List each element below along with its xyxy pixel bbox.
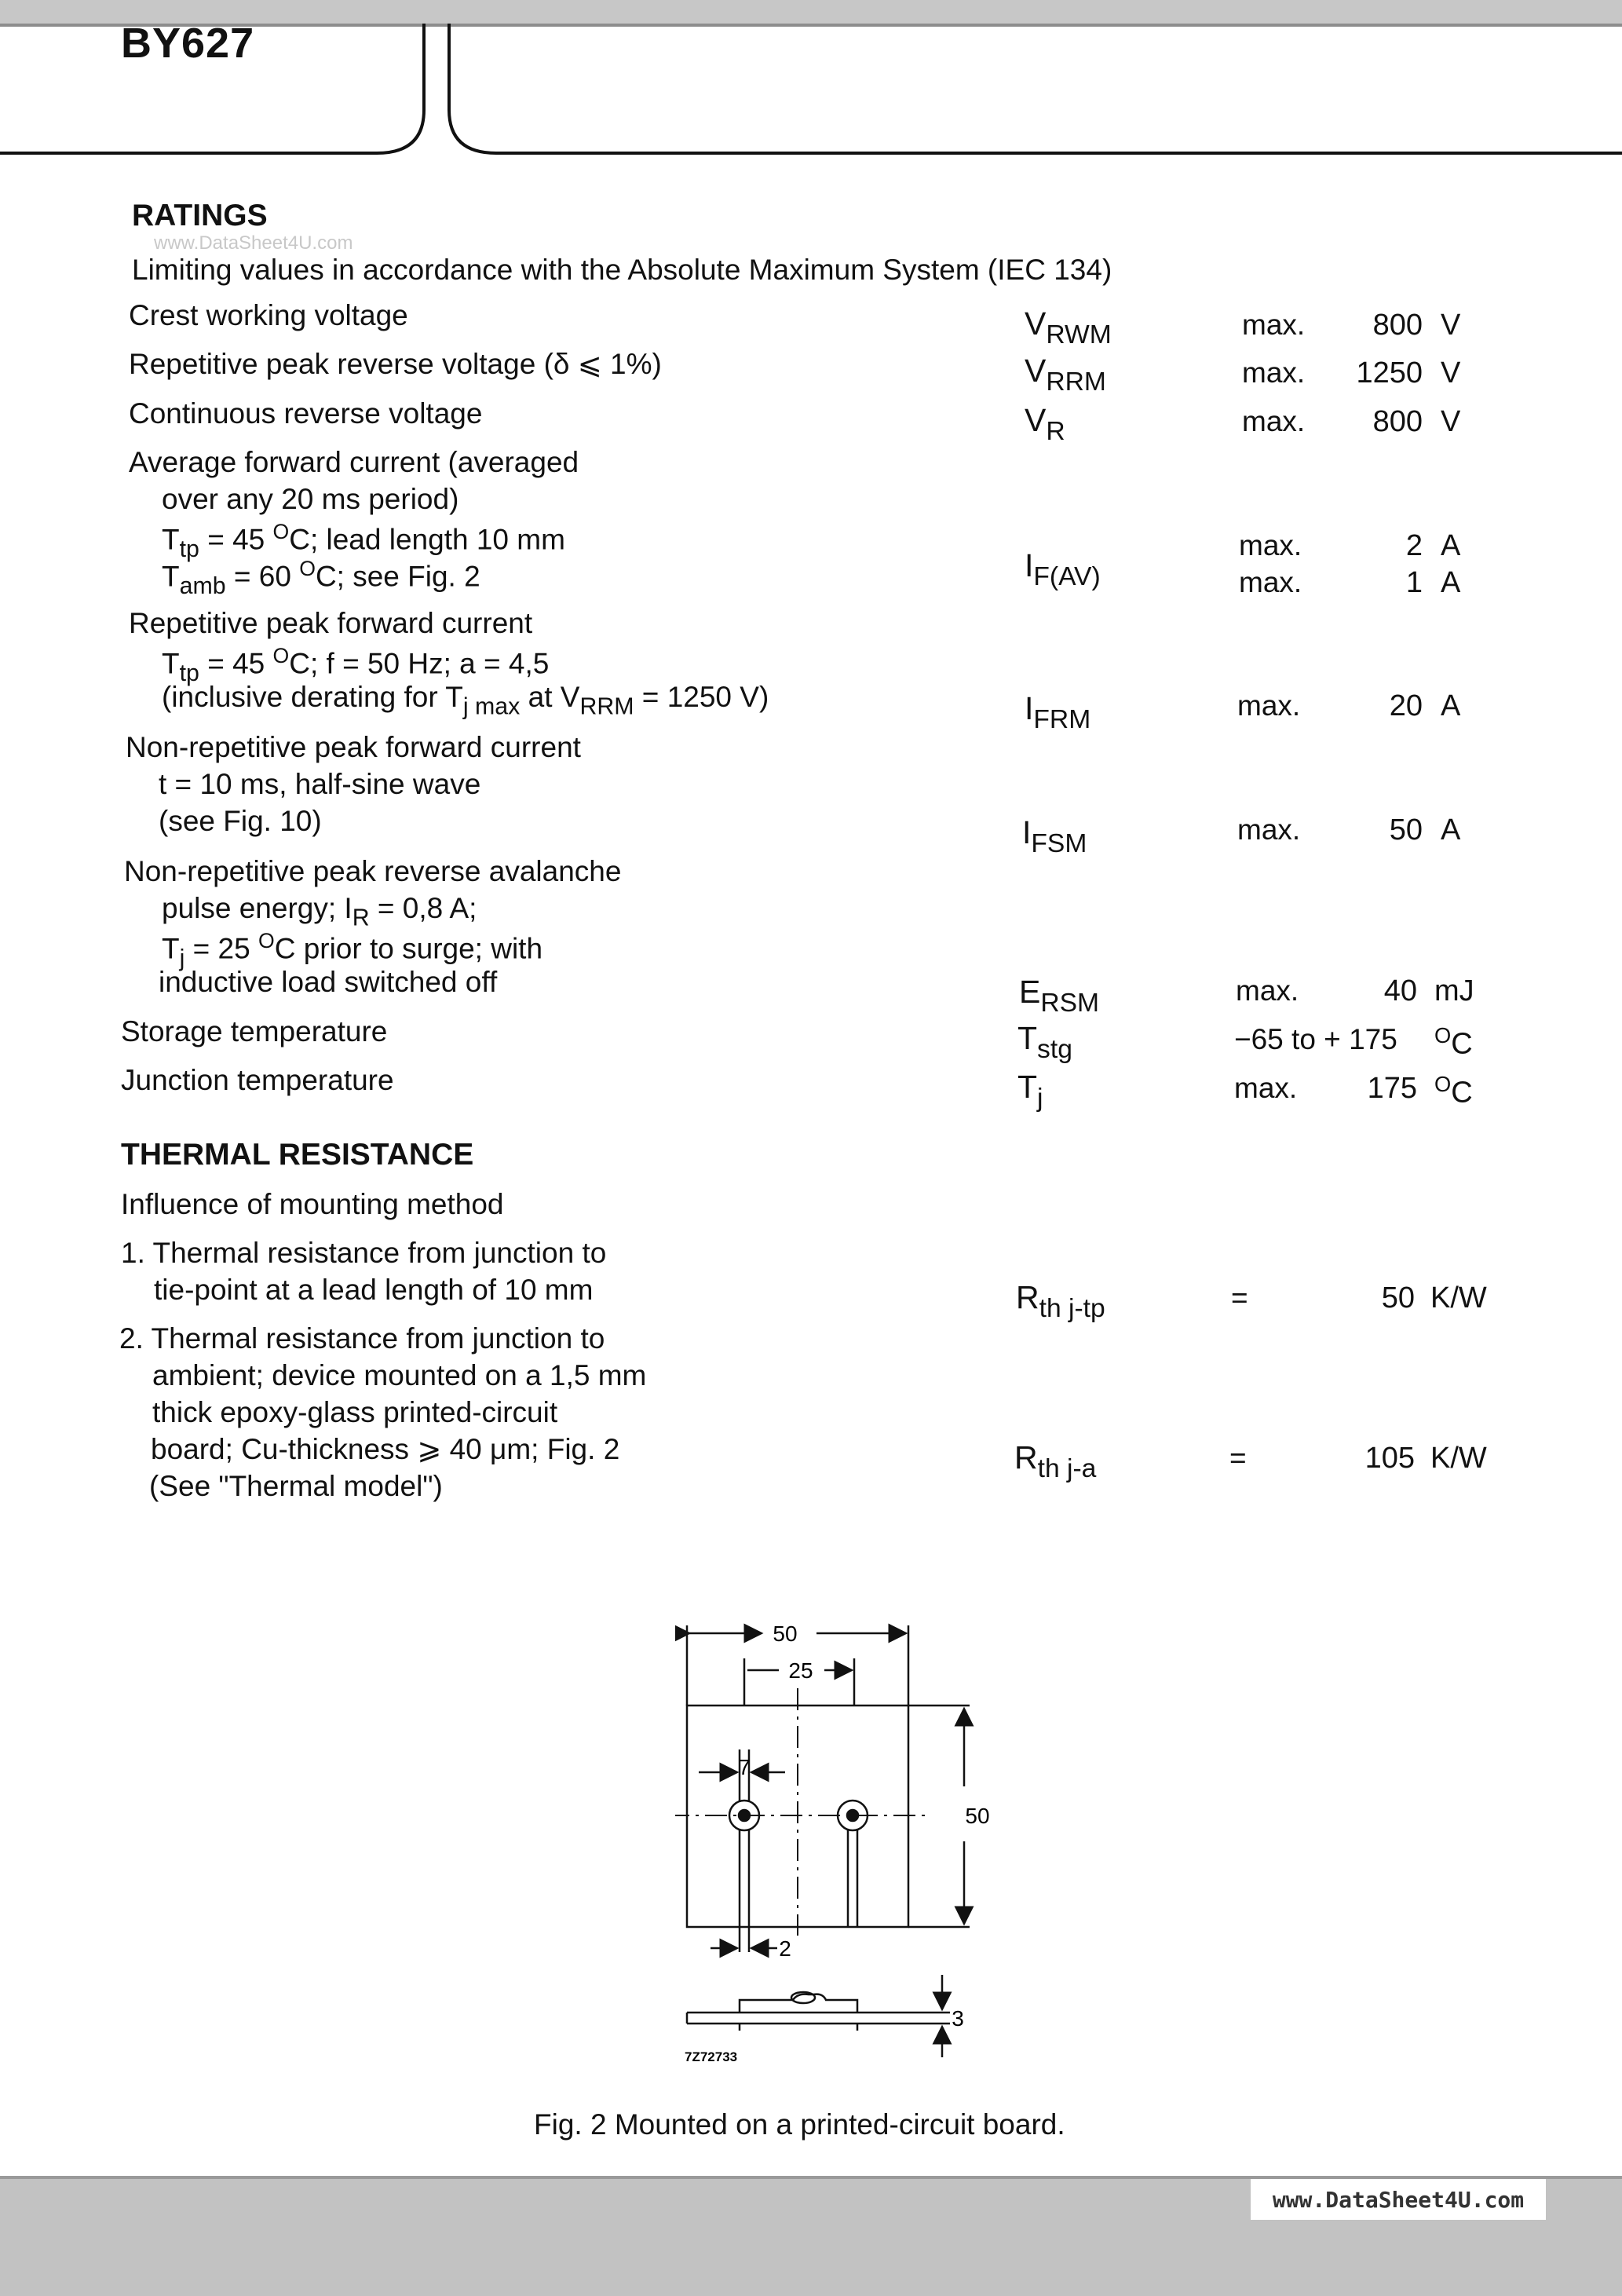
dim-height-label: 50 [965,1804,990,1828]
rating-condition: pulse energy; $I_R = 0,8$ A; [162,892,477,931]
thermal-heading: THERMAL RESISTANCE [121,1138,474,1172]
rating-value: 175 [1367,1072,1417,1105]
rating-symbol: $T_{stg}$ [1017,1020,1072,1064]
rating-value: 800 [1372,309,1423,342]
dim-thickness-label: 3 [952,2006,964,2031]
rating-condition: $T_j = 25$ $^O$C prior to surge; with [162,929,543,972]
thermal-value: 50 [1381,1281,1415,1314]
rating-value: 1250 [1356,356,1423,389]
rating-limit: max. [1242,309,1306,341]
rating-value: 40 [1383,974,1417,1007]
footer-site-link[interactable]: www.DataSheet4U.com [1251,2179,1546,2220]
rating-label: Repetitive peak forward current [129,607,533,639]
rating-symbol: $E_{RSM}$ [1019,974,1100,1018]
thermal-label: tie-point at a lead length of 10 mm [154,1274,594,1306]
rating-label: Repetitive peak reverse voltage (δ ⩽ 1%) [129,348,662,380]
rating-limit: max. [1239,529,1302,561]
rating-value: 50 [1389,813,1423,846]
thermal-unit: K/W [1430,1281,1487,1314]
rating-unit: V [1441,309,1461,342]
rating-unit: mJ [1434,974,1474,1007]
rating-unit: V [1441,405,1461,438]
figure-caption: Fig. 2 Mounted on a printed-circuit board. [534,2108,1065,2141]
rating-symbol: $I_{F(AV)}$ [1025,547,1101,591]
pcb-mounting-figure [675,1610,1005,2081]
rating-condition: (see Fig. 10) [159,805,322,837]
rating-label: over any 20 ms period) [162,483,459,515]
rating-symbol: $T_j$ [1017,1069,1043,1113]
rating-symbol: $V_{RRM}$ [1025,353,1106,397]
rating-value: 2 [1405,529,1423,562]
rating-limit: max. [1239,566,1302,598]
rating-label: Storage temperature [121,1015,388,1047]
figure-code: 7Z72733 [685,2049,738,2064]
rating-condition: $T_{tp} = 45$ $^O$C; f = 50 Hz; a = 4,5 [162,644,550,687]
rating-condition: t = 10 ms, half-sine wave [159,768,481,800]
thermal-label: thick epoxy-glass printed-circuit [152,1396,558,1428]
rating-limit: max. [1237,689,1301,722]
thermal-label: ambient; device mounted on a 1,5 mm [152,1359,647,1391]
dim-pad-label: 7 [738,1755,751,1779]
dim-width-label: 50 [773,1621,798,1646]
rating-symbol: $I_{FSM}$ [1022,814,1087,858]
rating-symbol: $I_{FRM}$ [1025,690,1091,734]
rating-symbol: $V_R$ [1025,402,1065,446]
dim-pitch-label: 25 [788,1658,813,1683]
rating-limit: max. [1237,813,1301,846]
page-title: BY627 [121,20,255,67]
rating-label: Non-repetitive peak reverse avalanche [124,855,622,887]
rating-condition: $T_{amb} = 60$ $^O$C; see Fig. 2 [162,557,480,600]
thermal-unit: K/W [1430,1442,1487,1475]
thermal-equals: = [1231,1281,1248,1314]
rating-label: Continuous reverse voltage [129,397,483,430]
rating-condition: inductive load switched off [159,966,498,998]
rating-limit: max. [1234,1072,1298,1104]
dim-track-label: 2 [779,1936,791,1961]
rating-label: Junction temperature [121,1064,394,1096]
thermal-equals: = [1229,1442,1247,1474]
rating-condition: $T_{tp} = 45$ $^O$C; lead length 10 mm [162,520,565,563]
rating-unit: A [1441,529,1461,562]
thermal-label: 1. Thermal resistance from junction to [121,1237,607,1269]
thermal-intro: Influence of mounting method [121,1188,504,1220]
ratings-intro: Limiting values in accordance with the Absolute Maximum System (IEC 134) [132,254,1112,286]
rating-label: Average forward current (averaged [129,446,579,478]
rating-unit: $^O$C [1434,1023,1473,1061]
rating-unit: A [1441,566,1461,599]
thermal-label: 2. Thermal resistance from junction to [119,1322,605,1355]
rating-condition: (inclusive derating for $T_{j max}$ at $V_{RRM} = 1250$ V) [162,681,769,720]
rating-limit: max. [1242,405,1306,437]
rating-value: 800 [1372,405,1423,438]
rating-limit: max. [1236,974,1299,1007]
rating-unit: V [1441,356,1461,389]
thermal-label: (See "Thermal model") [149,1470,443,1502]
rating-symbol: $V_{RWM}$ [1025,305,1112,349]
rating-label: Non-repetitive peak forward current [126,731,581,763]
rating-value: −65 to + 175 [1234,1023,1397,1055]
thermal-label: board; Cu-thickness ⩾ 40 μm; Fig. 2 [151,1433,620,1465]
rating-value: 20 [1389,689,1423,722]
rating-unit: A [1441,813,1461,846]
thermal-value: 105 [1364,1442,1415,1475]
thermal-symbol: $R_{th j-tp}$ [1016,1279,1105,1323]
thermal-symbol: $R_{th j-a}$ [1014,1439,1097,1483]
rating-value: 1 [1405,566,1423,599]
rating-limit: max. [1242,356,1306,389]
rating-label: Crest working voltage [129,299,408,331]
rating-unit: $^O$C [1434,1072,1473,1110]
rating-unit: A [1441,689,1461,722]
watermark: www.DataSheet4U.com [154,232,353,254]
ratings-heading: RATINGS [132,199,268,232]
